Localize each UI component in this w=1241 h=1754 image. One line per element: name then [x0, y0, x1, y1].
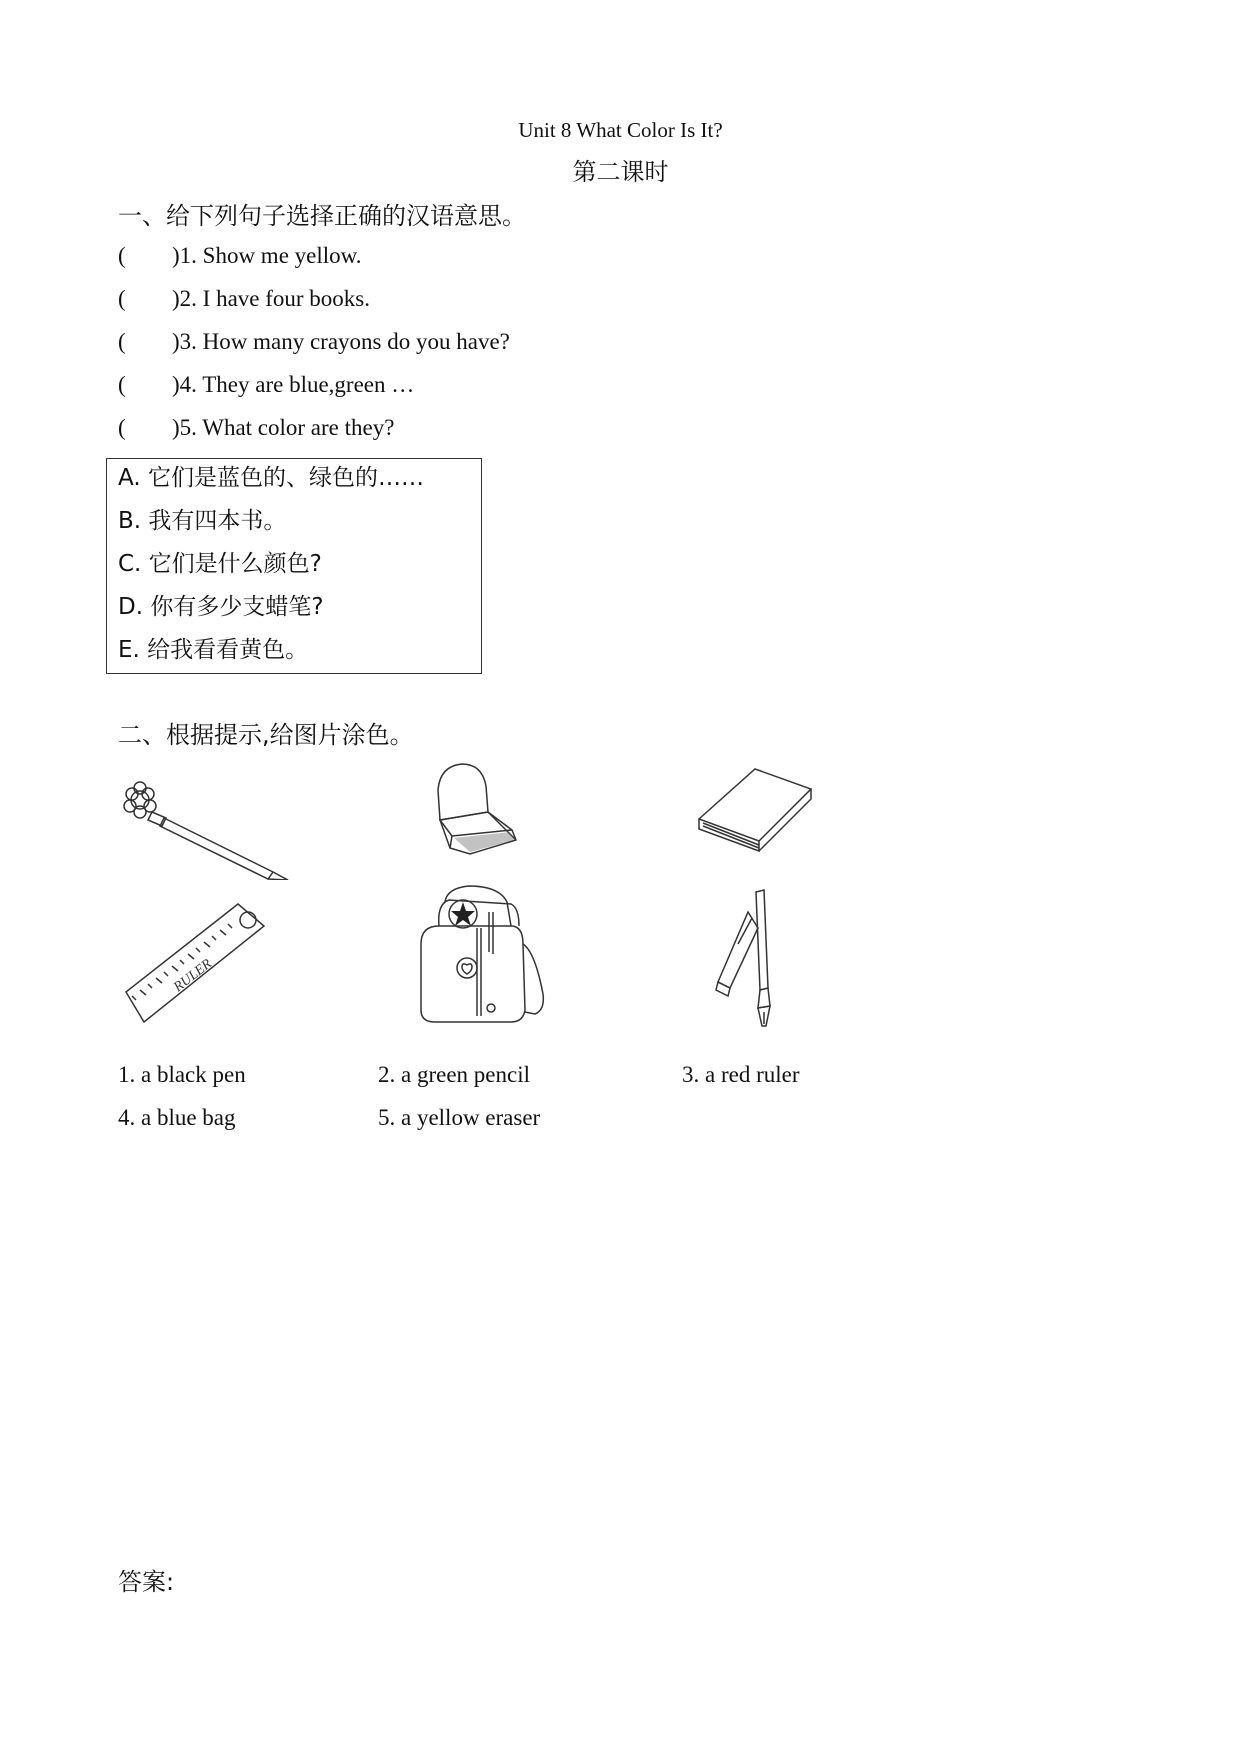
caption-3: 3. a red ruler	[682, 1062, 800, 1087]
pen-icon	[712, 888, 792, 1030]
answers-label: 答案:	[118, 1568, 175, 1596]
lesson-subtitle: 第二课时	[572, 158, 669, 186]
eraser-icon	[430, 760, 530, 860]
section1-heading: 一、给下列句子选择正确的汉语意思。	[118, 202, 526, 230]
caption-2: 2. a green pencil	[378, 1062, 530, 1087]
option-c: C. 它们是什么颜色?	[118, 551, 322, 577]
option-b: B. 我有四本书。	[118, 508, 287, 534]
caption-5: 5. a yellow eraser	[378, 1105, 541, 1130]
question-3: ( )3. How many crayons do you have?	[118, 329, 510, 354]
question-5: ( )5. What color are they?	[118, 415, 395, 440]
option-d: D. 你有多少支蜡笔?	[118, 594, 324, 620]
ruler-icon	[118, 896, 268, 1026]
pencil-icon	[118, 780, 298, 880]
question-1: ( )1. Show me yellow.	[118, 243, 362, 268]
option-e: E. 给我看看黄色。	[118, 637, 309, 663]
section2-heading: 二、根据提示,给图片涂色。	[118, 721, 414, 749]
option-a: A. 它们是蓝色的、绿色的……	[118, 465, 424, 491]
caption-4: 4. a blue bag	[118, 1105, 236, 1130]
ruler-label: RULER	[171, 956, 215, 996]
book-icon	[695, 765, 815, 865]
worksheet-title: Unit 8 What Color Is It?	[518, 118, 723, 142]
question-4: ( )4. They are blue,green …	[118, 372, 415, 397]
question-2: ( )2. I have four books.	[118, 286, 371, 311]
bag-icon	[415, 882, 565, 1032]
caption-1: 1. a black pen	[118, 1062, 246, 1087]
